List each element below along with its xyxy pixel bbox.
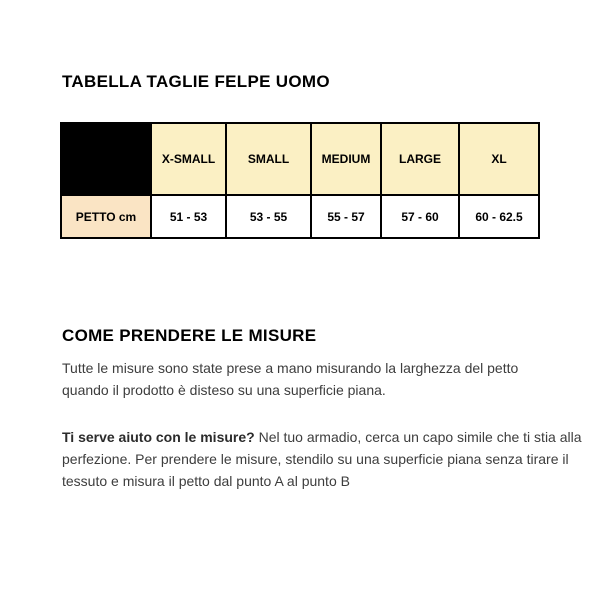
measure-help-question: Ti serve aiuto con le misure?: [62, 429, 255, 445]
size-table-title: TABELLA TAGLIE FELPE UOMO: [62, 72, 330, 91]
chest-measure-row: [61, 195, 539, 238]
size-column-header-large: LARGE: [381, 123, 459, 195]
chest-value-xsmall: 51 - 53: [151, 195, 226, 238]
size-column-header-medium: MEDIUM: [311, 123, 381, 195]
measure-help-text: Nel tuo armadio, cerca un capo simile che ti stia alla perfezione. Per prendere le misure, stendilo su una superficie piana senza tirare il tessuto e misura il petto dal punto A al punto B: [62, 429, 582, 489]
how-to-measure-title: COME PRENDERE LE MISURE: [62, 326, 317, 345]
measure-intro-paragraph: Tutte le misure sono state prese a mano misurando la larghezza del petto quando il prodotto è disteso su una superficie piana.: [62, 360, 519, 398]
corner-line-1: FELPE: [86, 136, 126, 150]
chest-value-medium: 55 - 57: [311, 195, 381, 238]
size-column-header-small: SMALL: [226, 123, 311, 195]
table-corner-header: [61, 123, 151, 195]
chest-value-large: 57 - 60: [381, 195, 459, 238]
chest-value-xl: 60 - 62.5: [459, 195, 539, 238]
size-header-row: [61, 123, 539, 195]
size-column-header-xsmall: X-SMALL: [151, 123, 226, 195]
corner-line-2: UOMO: [87, 152, 125, 166]
chest-row-label: PETTO cm: [61, 195, 151, 238]
corner-line-3: REGULAR: [76, 168, 136, 182]
size-table: [60, 122, 540, 239]
chest-value-small: 53 - 55: [226, 195, 311, 238]
measure-help-paragraph: [62, 426, 582, 492]
size-column-header-xl: XL: [459, 123, 539, 195]
